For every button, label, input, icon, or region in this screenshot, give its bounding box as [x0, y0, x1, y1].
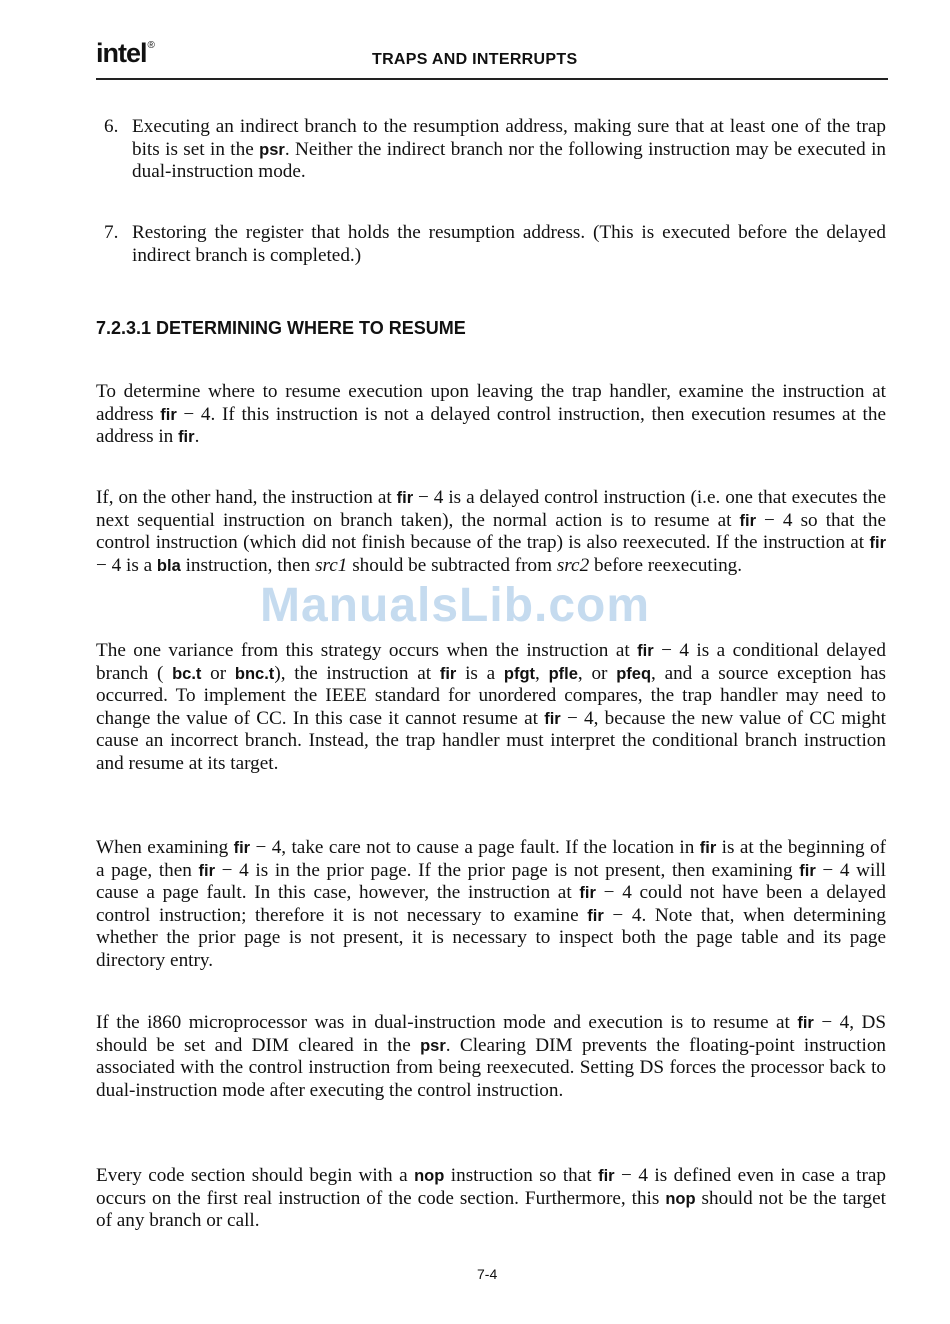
intel-logo: [96, 38, 154, 69]
text-run: To determine where to resume execution upon leaving the trap handler, examine the instruction at address: [96, 381, 886, 425]
text-run: − 4, DS should be set and DIM cleared in the: [96, 1012, 886, 1056]
operand-term: src1: [315, 554, 348, 576]
text-run: − 4 is a conditional delayed branch (: [96, 640, 887, 684]
register-term: fir: [869, 534, 886, 552]
text-run: , or: [577, 662, 617, 684]
text-run: . Neither the indirect branch nor the following instruction may be executed in dual-instruction mode.: [132, 138, 887, 182]
text-run: ,: [535, 662, 549, 684]
text-run: Executing an indirect branch to the resumption address, making sure that at least one of the trap bits is set in the: [132, 116, 886, 160]
text-run: − 4 is a delayed control instruction (i.e. one that executes the next sequential instruction on branch taken), the normal action is to resume at: [96, 487, 886, 531]
text-run: instruction so that: [444, 1165, 599, 1186]
text-run: instruction, then: [180, 554, 316, 576]
list-item-number: 7.: [104, 222, 119, 243]
instruction-term: pfle: [548, 664, 578, 683]
instruction-term: nop: [665, 1189, 696, 1208]
text-run: If, on the other hand, the instruction at: [96, 487, 397, 508]
section-heading: 7.2.3.1 DETERMINING WHERE TO RESUME: [96, 318, 466, 338]
register-term: fir: [439, 664, 457, 683]
text-run: should not be the target of any branch or call.: [96, 1187, 886, 1231]
paragraph: [96, 837, 886, 972]
text-run: should be subtracted from: [347, 554, 557, 576]
register-term: fir: [797, 1014, 814, 1032]
text-run: − 4 is defined even in case a trap occurs on the first real instruction of the code section. Furthermore, this: [96, 1165, 886, 1209]
instruction-term: bc.t: [172, 664, 202, 683]
page-number: 7-4: [477, 1266, 498, 1282]
running-header-title: TRAPS AND INTERRUPTS: [372, 51, 578, 68]
register-term: fir: [699, 839, 717, 857]
text-run: − 4 is in the prior page. If the prior page is not present, then examining: [215, 859, 800, 881]
register-term: fir: [396, 489, 414, 507]
register-term: fir: [233, 839, 251, 857]
text-run: When examining: [96, 837, 234, 858]
register-term: fir: [198, 861, 216, 880]
watermark: ManualsLib.com: [260, 579, 651, 632]
text-run: Every code section should begin with a: [96, 1165, 415, 1186]
instruction-term: pfeq: [616, 664, 652, 683]
register-term: fir: [160, 405, 177, 424]
text-run: − 4, because the new value of CC might cause an incorrect branch. Instead, the trap handler must interpret the conditional branch instruction and resume at its target.: [96, 707, 887, 774]
text-run: − 4 could not have been a delayed control instruction; therefore it is not necessary to examine: [96, 882, 886, 926]
paragraph: [96, 1165, 886, 1233]
text-run: The one variance from this strategy occurs when the instruction at: [96, 640, 638, 661]
text-run: or: [201, 662, 235, 684]
register-term: fir: [799, 861, 816, 880]
register-term: fir: [587, 906, 604, 925]
text-run: − 4 is a: [96, 554, 157, 576]
instruction-term: bla: [156, 556, 181, 575]
paragraph: [96, 640, 886, 775]
text-run: is a: [456, 662, 504, 684]
register-term: psr: [259, 140, 285, 159]
text-run: − 4 will cause a page fault. In this case, however, the instruction at: [96, 859, 886, 903]
paragraph: [96, 381, 886, 449]
text-run: − 4. If this instruction is not a delayed control instruction, then execution resumes at the address in: [96, 403, 886, 447]
instruction-term: bnc.t: [234, 664, 275, 683]
text-run: , and a source exception has occurred. To implement the IEEE standard for unordered compares, the trap handler may need to change the value of CC. In this case it cannot resume at: [96, 662, 886, 729]
list-item: [104, 222, 886, 267]
header-rule: [96, 78, 888, 80]
text-run: . Clearing DIM prevents the floating-point instruction associated with the control instruction from being reexecuted. Setting DS forces the processor back to dual-instruction mode after executing the control instruction.: [96, 1034, 887, 1101]
instruction-term: pfgt: [503, 664, 536, 683]
register-term: psr: [420, 1036, 446, 1055]
text-run: is at the beginning of a page, then: [96, 837, 887, 881]
operand-term: src2: [556, 554, 590, 576]
text-run: Restoring the register that holds the resumption address. (This is executed before the delayed indirect branch is completed.): [132, 222, 886, 266]
registered-mark: ®: [147, 40, 154, 51]
register-term: fir: [739, 511, 756, 530]
instruction-term: nop: [414, 1167, 445, 1185]
text-run: − 4 so that the control instruction (which did not finish because of the trap) is also reexecuted. If the instruction at: [96, 509, 886, 553]
register-term: fir: [178, 428, 195, 446]
text-run: ), the instruction at: [274, 662, 440, 684]
register-term: fir: [637, 642, 654, 660]
list-item-text: [132, 116, 886, 184]
text-run: − 4, take care not to cause a page fault. If the location in: [250, 837, 700, 858]
paragraph: [96, 487, 886, 577]
list-item-number: 6.: [104, 116, 119, 137]
text-run: .: [194, 426, 200, 447]
list-item: [104, 116, 886, 184]
text-run: If the i860 microprocessor was in dual-instruction mode and execution is to resume at: [96, 1012, 798, 1033]
register-term: fir: [544, 709, 561, 728]
register-term: fir: [579, 884, 596, 902]
text-run: − 4. Note that, when determining whether the prior page is not present, it is necessary to inspect both the page table and its page directory entry.: [96, 904, 886, 971]
register-term: fir: [598, 1167, 615, 1185]
paragraph: [96, 1012, 886, 1102]
logo-text: intel: [96, 38, 147, 68]
text-run: before reexecuting.: [589, 554, 743, 576]
list-item-text: [132, 222, 886, 267]
